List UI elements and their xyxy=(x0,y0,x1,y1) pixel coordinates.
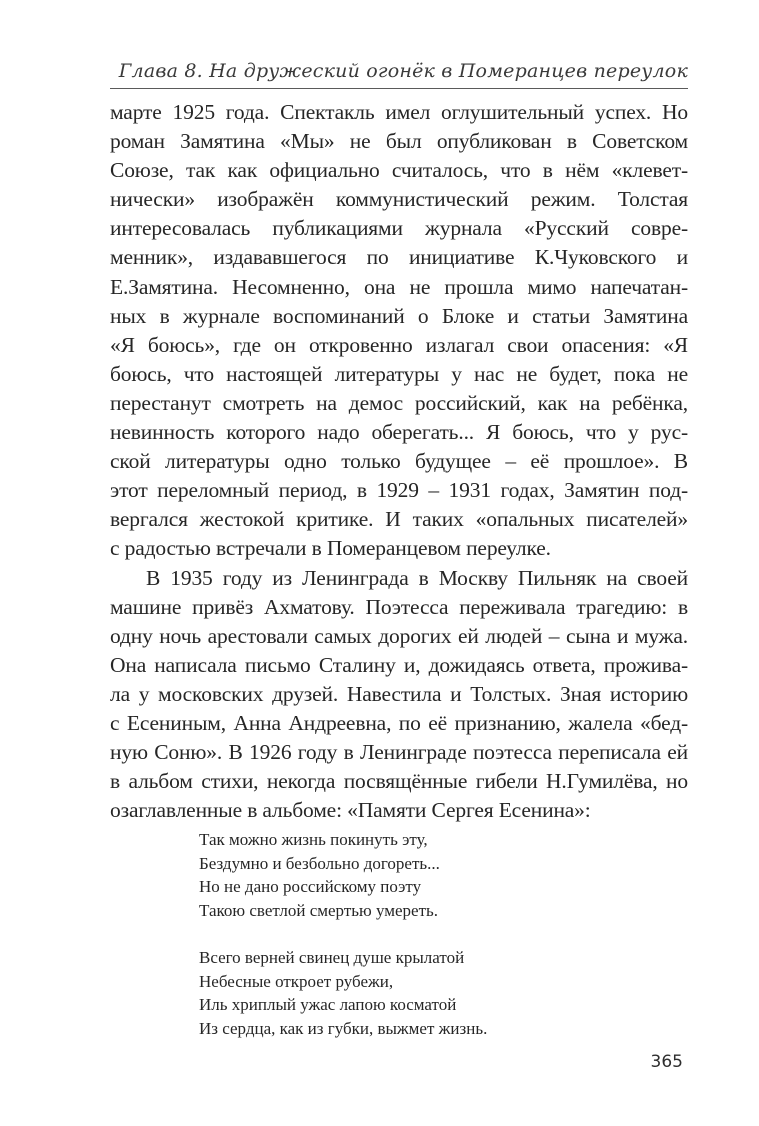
text-line: Она написала письмо Сталину и, дожидаясь ответа, прожива- xyxy=(110,652,688,677)
text-line: роман Замятина «Мы» не был опубликован в Советском xyxy=(110,129,688,154)
text-line: Союзе, так как официально считалось, что в нём «клевет- xyxy=(110,158,688,183)
paragraph-1 xyxy=(110,98,688,564)
text-line: в альбом стихи, некогда посвящённые гибели Н.Гумилёва, но xyxy=(110,769,688,794)
text-line: ской литературы одно только будущее – её прошлое». В xyxy=(110,449,688,474)
header-rule xyxy=(110,88,688,89)
text-line: менник», издававшегося по инициативе К.Чуковского и xyxy=(110,245,688,270)
text-line: с Есениным, Анна Андреевна, по её признанию, жалела «бед- xyxy=(110,710,688,735)
text-line: нически» изображён коммунистический режим. Толстая xyxy=(110,187,688,212)
main-text xyxy=(110,98,688,825)
text-line: этот переломный период, в 1929 – 1931 годах, Замятин под- xyxy=(110,478,688,503)
text-line: боюсь, что настоящей литературы у нас не будет, пока не xyxy=(110,361,688,386)
page-number: 365 xyxy=(650,1052,683,1072)
text-line: машине привёз Ахматову. Поэтесса переживала трагедию: в xyxy=(110,594,688,619)
verse-line: Иль хриплый ужас лапою косматой xyxy=(199,995,457,1014)
text-line: вергался жестокой критике. И таких «опальных писателей» xyxy=(110,507,688,532)
poem-stanza-1 xyxy=(199,828,619,922)
verse-line: Так можно жизнь покинуть эту, xyxy=(199,830,428,849)
text-line: Е.Замятина. Несомненно, она не прошла мимо напечатан- xyxy=(110,274,688,299)
text-line: ных в журнале воспоминаний о Блоке и статьи Замятина xyxy=(110,303,688,328)
poem-stanza-2 xyxy=(199,946,619,1040)
text-line: интересовалась публикациями журнала «Русский совре- xyxy=(110,216,688,241)
text-line: с радостью встречали в Померанцевом переулке. xyxy=(110,536,551,561)
poem-quote xyxy=(199,828,619,1064)
text-line: ную Соню». В 1926 году в Ленинграде поэтесса переписала ей xyxy=(110,740,688,765)
text-line: ла у московских друзей. Навестила и Толстых. Зная историю xyxy=(110,681,688,706)
text-line: перестанут смотреть на демос российский, как на ребёнка, xyxy=(110,390,688,415)
text-line: одну ночь арестовали самых дорогих ей людей – сына и мужа. xyxy=(110,623,688,648)
paragraph-2 xyxy=(110,564,688,826)
text-line: В 1935 году из Ленинграда в Москву Пильняк на своей xyxy=(146,565,688,590)
text-line: марте 1925 года. Спектакль имел оглушительный успех. Но xyxy=(110,100,688,124)
verse-line: Бездумно и безбольно догореть... xyxy=(199,853,440,873)
text-line: невинность которого надо оберегать... Я боюсь, что у рус- xyxy=(110,420,688,445)
verse-line: Такою светлой смертью умереть. xyxy=(199,900,439,920)
running-head: Глава 8. На дружеский огонёк в Померанцев переулок xyxy=(118,60,688,82)
text-line: озаглавленные в альбоме: «Памяти Сергея Есенина»: xyxy=(110,798,591,823)
verse-line: Всего верней свинец душе крылатой xyxy=(199,948,465,967)
text-line: «Я боюсь», где он откровенно излагал свои опасения: «Я xyxy=(110,332,688,357)
verse-line: Небесные откроет рубежи, xyxy=(199,971,394,991)
verse-line: Но не дано российскому поэту xyxy=(199,877,422,896)
verse-line: Из сердца, как из губки, выжмет жизнь. xyxy=(199,1018,488,1038)
